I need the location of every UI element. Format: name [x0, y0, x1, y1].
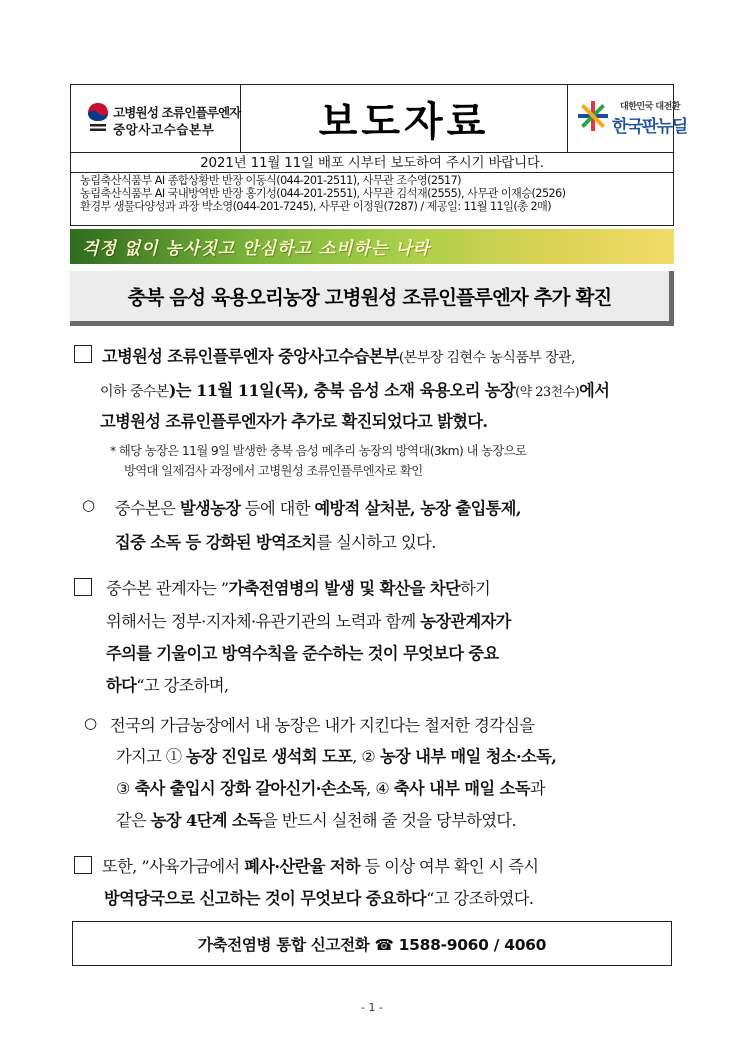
p2-sub-bold: 농장 내부 매일 청소·소독, — [379, 747, 557, 766]
p1-line2 — [100, 377, 609, 401]
p3-text: 등 이상 여부 확인 시 즉시 — [360, 857, 539, 876]
partner-cell — [568, 85, 687, 152]
p2-bold: 농장관계자가 — [420, 612, 511, 631]
partner-subtitle: 대한민국 대전환 — [620, 102, 680, 112]
p2-sub-bold: 축사 내부 매일 소독 — [393, 779, 530, 798]
p1-text: 에서 — [579, 381, 610, 400]
contact-list — [71, 174, 673, 214]
partner-name: 한국판뉴딜 — [612, 117, 687, 137]
p1-line3 — [100, 408, 488, 432]
p2-sub-text: , ④ — [366, 779, 394, 798]
slogan-banner — [70, 229, 674, 264]
contact-line: 환경부 생물다양성과 과장 박소영(044-201-7245), 사무관 이정원(7287) / 제공일: 11월 11일(총 2매) — [80, 200, 552, 214]
p2-text: 위해서는 정부·지자체·유관기관의 노력과 함께 — [106, 612, 421, 631]
headline-box — [70, 271, 674, 326]
footnote-line2: 방역대 일제검사 과정에서 고병원성 조류인플루엔자로 확인 — [124, 464, 423, 478]
p1-sub-line1 — [115, 495, 521, 519]
circle-bullet-icon: ○ — [82, 496, 96, 514]
p2-sub-text: 가지고 ① — [116, 747, 187, 766]
checkbox-bullet — [74, 578, 92, 596]
circle-bullet-icon: ○ — [84, 714, 98, 732]
header-top-row — [71, 85, 687, 153]
p1-sub-text: 중수본은 — [115, 499, 180, 518]
government-emblem-icon — [87, 101, 109, 133]
p1-text: )는 — [168, 381, 197, 400]
p1-abbrev: 이하 중수본 — [100, 384, 169, 400]
press-header — [70, 84, 687, 226]
checkbox-bullet — [74, 856, 92, 874]
p2-bold: 가축전염병의 발생 및 확산을 차단 — [228, 579, 461, 598]
p2-sub-text: 전국의 가금농장에서 내 농장은 내가 지킨다는 철저한 경각심을 — [110, 716, 535, 735]
p1-org: 고병원성 조류인플루엔자 중앙사고수습본부 — [102, 347, 399, 366]
p2-sub-line2 — [116, 743, 556, 767]
org-name-line2: 중앙사고수습본부 — [113, 122, 215, 137]
p1-sub-text: 등에 대한 — [240, 499, 315, 518]
p1-farm: (목), 충북 음성 소재 육용오리 농장 — [274, 381, 516, 400]
p3-line2 — [104, 885, 534, 909]
p2-line1 — [106, 575, 490, 599]
p2-sub-line1 — [110, 712, 534, 736]
p1-sub-bold: 예방적 살처분, 농장 출입통제, — [314, 499, 521, 518]
org-name-line1: 고병원성 조류인플루엔자 — [113, 105, 241, 120]
p1-flock-size: (약 23천수) — [515, 385, 580, 400]
p1-date: 11월 11일 — [196, 381, 275, 400]
p2-bold: 하다 — [106, 676, 137, 695]
p1-sub-text: 를 실시하고 있다. — [316, 533, 436, 552]
p2-sub-bold: 축사 출입시 장화 갈아신기·손소독 — [134, 779, 367, 798]
checkbox-bullet — [74, 345, 92, 363]
p2-sub-text: 을 반드시 실천해 줄 것을 당부하였다. — [262, 811, 517, 830]
release-date-line: 2021년 11월 11일 배포 시부터 보도하여 주시기 바랍니다. — [71, 153, 673, 173]
p2-line2 — [106, 608, 511, 632]
p1-line1 — [102, 343, 575, 367]
page-number: - 1 - — [361, 1001, 383, 1014]
title-cell — [241, 85, 568, 152]
hotline-text: 가축전염병 통합 신고전화 ☎ 1588-9060 / 4060 — [197, 935, 547, 954]
contact-line: 농림축산식품부 AI 종합상황반 반장 이동식(044-201-2511), 사무관 조수영(2517) — [80, 174, 461, 187]
org-cell — [71, 85, 241, 152]
p2-sub-text: 과 — [529, 779, 545, 798]
p2-sub-bold: 농장 진입로 생석회 도포 — [186, 747, 353, 766]
p2-sub-text: ③ — [116, 779, 135, 798]
p1-sub-bold: 집중 소독 등 강화된 방역조치 — [115, 533, 317, 552]
korean-new-deal-logo-icon — [576, 99, 610, 133]
p2-sub-text: , ② — [352, 747, 380, 766]
slogan-text: 걱정 없이 농사짓고 안심하고 소비하는 나라 — [82, 239, 431, 259]
p3-line1 — [102, 853, 538, 877]
footnote-line1: * 해당 농장은 11월 9일 발생한 충북 음성 메추리 농장의 방역대(3km) 내 농장으로 — [110, 444, 527, 458]
p1-sub-bold: 발생농장 — [179, 499, 241, 518]
p2-sub-bold: 농장 4단계 소독 — [150, 811, 263, 830]
press-release-title: 보도자료 — [318, 99, 490, 145]
p2-sub-line4 — [116, 807, 516, 831]
p2-sub-line3 — [116, 775, 545, 799]
p3-text: 또한, ”사육가금에서 — [102, 857, 245, 876]
p2-text: 하기 — [460, 579, 491, 598]
p2-sub-text: 같은 — [116, 811, 151, 830]
p2-text: 중수본 관계자는 ” — [106, 579, 229, 598]
contact-line: 농림축산식품부 AI 국내방역반 반장 홍기성(044-201-2551), 사무관 김석재(2555), 사무관 이재승(2526) — [80, 187, 566, 201]
p3-bold: 방역당국으로 신고하는 것이 무엇보다 중요하다 — [104, 889, 427, 908]
p2-line4 — [106, 672, 229, 696]
p3-bold: 폐사·산란율 저하 — [244, 857, 360, 876]
p1-confirm: 고병원성 조류인플루엔자가 추가로 확진되었다고 밝혔다. — [100, 412, 488, 431]
headline: 충북 음성 육용오리농장 고병원성 조류인플루엔자 추가 확진 — [127, 286, 612, 309]
hotline-box — [72, 921, 672, 966]
p1-sub-line2 — [115, 529, 436, 553]
p3-text: “고 강조하였다. — [426, 889, 534, 908]
p2-line3 — [106, 640, 499, 664]
p2-bold: 주의를 기울이고 방역수칙을 준수하는 것이 무엇보다 중요 — [106, 644, 499, 663]
p2-text: “고 강조하며, — [136, 676, 229, 695]
p1-org-detail: (본부장 김현수 농식품부 장관, — [398, 350, 576, 366]
